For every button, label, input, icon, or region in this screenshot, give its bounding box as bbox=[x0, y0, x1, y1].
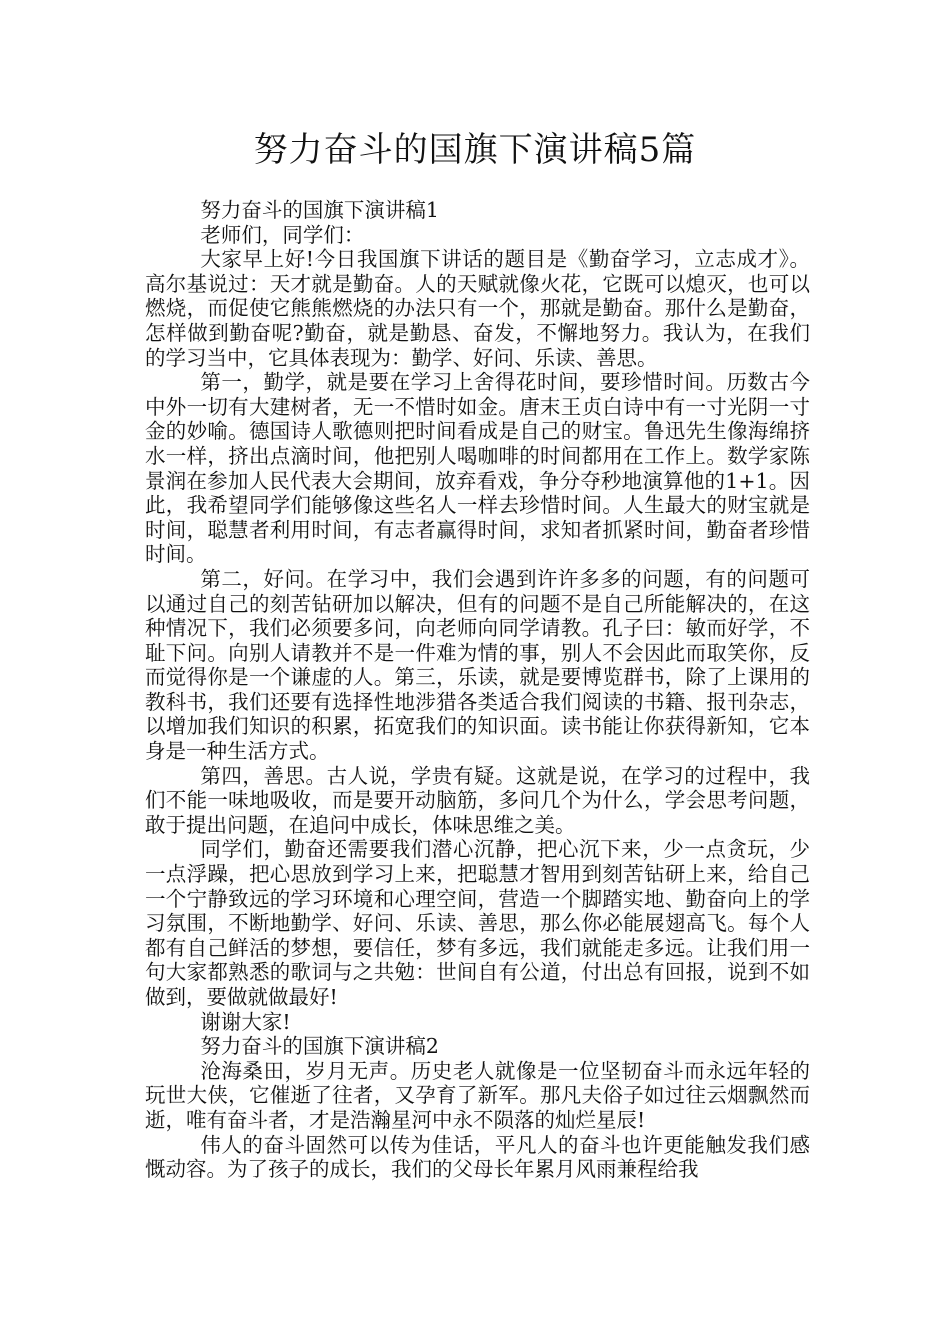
body-paragraph: 伟人的奋斗固然可以传为佳话，平凡人的奋斗也许更能触发我们感慨动容。为了孩子的成长，我们的父母长年累月风雨兼程给我 bbox=[145, 1132, 810, 1182]
section-heading: 努力奋斗的国旗下演讲稿1 bbox=[200, 198, 439, 222]
closing-line: 谢谢大家! bbox=[200, 1009, 291, 1034]
body-paragraph: 第一，勤学，就是要在学习上舍得花时间，要珍惜时间。历数古今中外一切有大建树者，无一不惜时如金。唐末王贞白诗中有一寸光阴一寸金的妙喻。德国诗人歌德则把时间看成是自己的财宝。鲁迅先生像海绵挤水一样，挤出点滴时间，他把别人喝咖啡的时间都用在工作上。数学家陈景润在参加人民代表大会期间，放弃看戏，争分夺秒地演算他的1+1。因此，我希望同学们能够像这些名人一样去珍惜时间。人生最大的财宝就是时间，聪慧者利用时间，有志者赢得时间，求知者抓紧时间，勤奋者珍惜时间。 bbox=[145, 370, 810, 567]
body-paragraph: 第二，好问。在学习中，我们会遇到许许多多的问题，有的问题可以通过自己的刻苦钻研加以解决，但有的问题不是自己所能解决的，在这种情况下，我们必须要多问，向老师向同学请教。孔子曰：敏而好学，不耻下问。向别人请教并不是一件难为情的事，别人不会因此而取笑你，反而觉得你是一个谦虚的人。第三，乐读，就是要博览群书，除了上课用的教科书，我们还要有选择性地涉猎各类适合我们阅读的书籍、报刊杂志，以增加我们知识的积累，拓宽我们的知识面。读书能让你获得新知，它本身是一种生活方式。 bbox=[145, 566, 810, 764]
body-paragraph: 同学们，勤奋还需要我们潜心沉静，把心沉下来，少一点贪玩，少一点浮躁，把心思放到学习上来，把聪慧才智用到刻苦钻研上来，给自己一个宁静致远的学习环境和心理空间，营造一个脚踏实地、勤奋向上的学习氛围，不断地勤学、好问、乐读、善思，那么你必能展翅高飞。每个人都有自己鲜活的梦想，要信任，梦有多远，我们就能走多远。让我们用一句大家都熟悉的歌词与之共勉：世间自有公道，付出总有回报，说到不如做到，要做就做最好! bbox=[145, 837, 810, 1009]
body-paragraph: 大家早上好!今日我国旗下讲话的题目是《勤奋学习，立志成才》。高尔基说过：天才就是勤奋。人的天赋就像火花，它既可以熄灭，也可以燃烧，而促使它熊熊燃烧的办法只有一个，那就是勤奋。那什么是勤奋，怎样做到勤奋呢?勤奋，就是勤恳、奋发，不懈地努力。我认为，在我们的学习当中，它具体表现为：勤学、好问、乐读、善思。 bbox=[145, 247, 810, 370]
document-title: 努力奋斗的国旗下演讲稿5篇 bbox=[253, 130, 697, 170]
body-paragraph: 第四，善思。古人说，学贵有疑。这就是说，在学习的过程中，我们不能一味地吸收，而是要开动脑筋，多问几个为什么，学会思考问题，敢于提出问题，在追问中成长，体味思维之美。 bbox=[145, 763, 810, 837]
body-paragraph: 沧海桑田，岁月无声。历史老人就像是一位坚韧奋斗而永远年轻的玩世大侠，它催逝了往者，又孕育了新军。那凡夫俗子如过往云烟飘然而逝，唯有奋斗者，才是浩瀚星河中永不陨落的灿烂星辰! bbox=[145, 1058, 810, 1132]
section-heading: 努力奋斗的国旗下演讲稿2 bbox=[200, 1034, 439, 1059]
document-body bbox=[145, 198, 810, 1182]
salutation: 老师们，同学们： bbox=[200, 222, 365, 247]
